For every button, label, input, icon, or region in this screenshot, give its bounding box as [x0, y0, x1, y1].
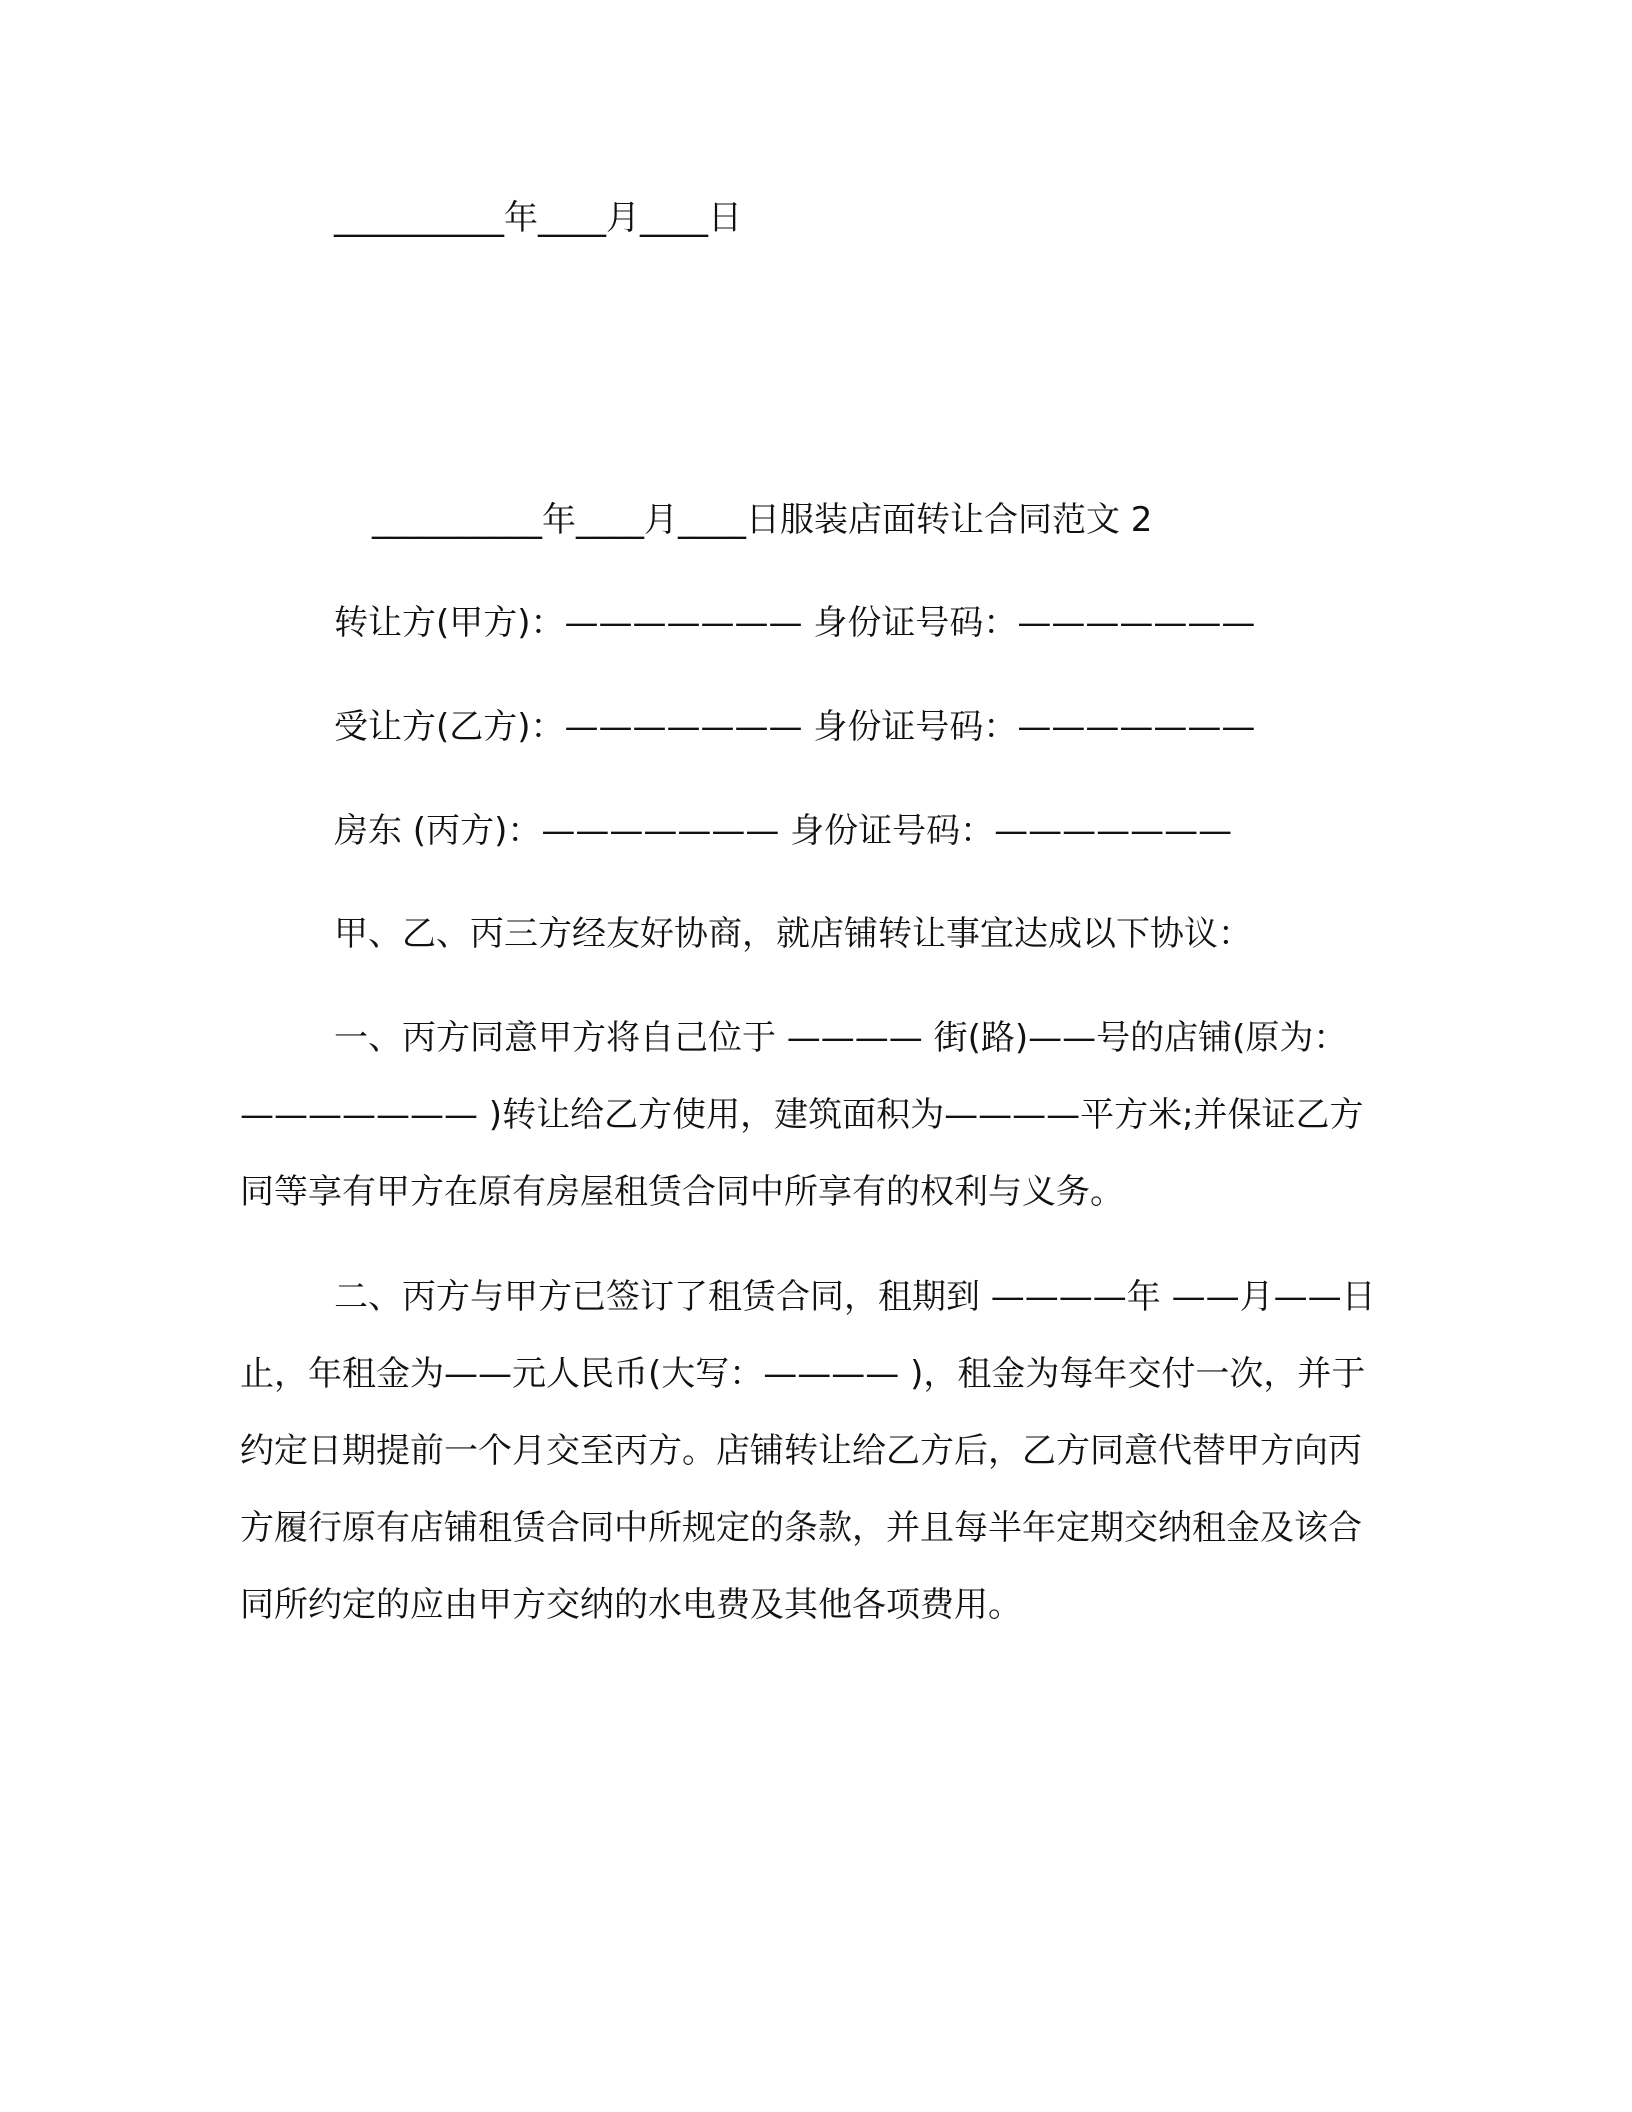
party-landlord-label: 房东 (丙方)：———————: [334, 811, 780, 851]
party-transferor-id-label: 身份证号码：———————: [802, 603, 1256, 643]
party-transferor: [334, 603, 1255, 643]
party-transferee-label: 受让方(乙方)：———————: [334, 707, 803, 747]
contract-title: __________年____月____日服装店面转让合同范文 2: [372, 500, 1153, 540]
party-transferor-label: 转让方(甲方)：———————: [334, 603, 803, 643]
clause-1: 一、丙方同意甲方将自己位于 ———— 街(路)——号的店铺(原为：——————— )转让给乙方使用，建筑面积为————平方米;并保证乙方同等享有甲方在原有房屋租赁合同中所享有的权利与义务。: [240, 1018, 1364, 1212]
date-line: __________年____月____日: [334, 198, 742, 238]
party-transferee-id-label: 身份证号码：———————: [802, 707, 1256, 747]
party-landlord-id-label: 身份证号码：———————: [779, 811, 1233, 851]
party-landlord: [334, 811, 1232, 851]
party-transferee: [334, 707, 1255, 747]
clause-2: 二、丙方与甲方已签订了租赁合同，租期到 ————年 ——月——日止，年租金为——元人民币(大写：———— )，租金为每年交付一次，并于约定日期提前一个月交至丙方。店铺转让给乙方后，乙方同意代替甲方向丙方履行原有店铺租赁合同中所规定的条款，并且每半年定期交纳租金及该合同所约定的应由甲方交纳的水电费及其他各项费用。: [240, 1277, 1376, 1625]
agreement-intro: 甲、乙、丙三方经友好协商，就店铺转让事宜达成以下协议：: [334, 914, 1252, 954]
